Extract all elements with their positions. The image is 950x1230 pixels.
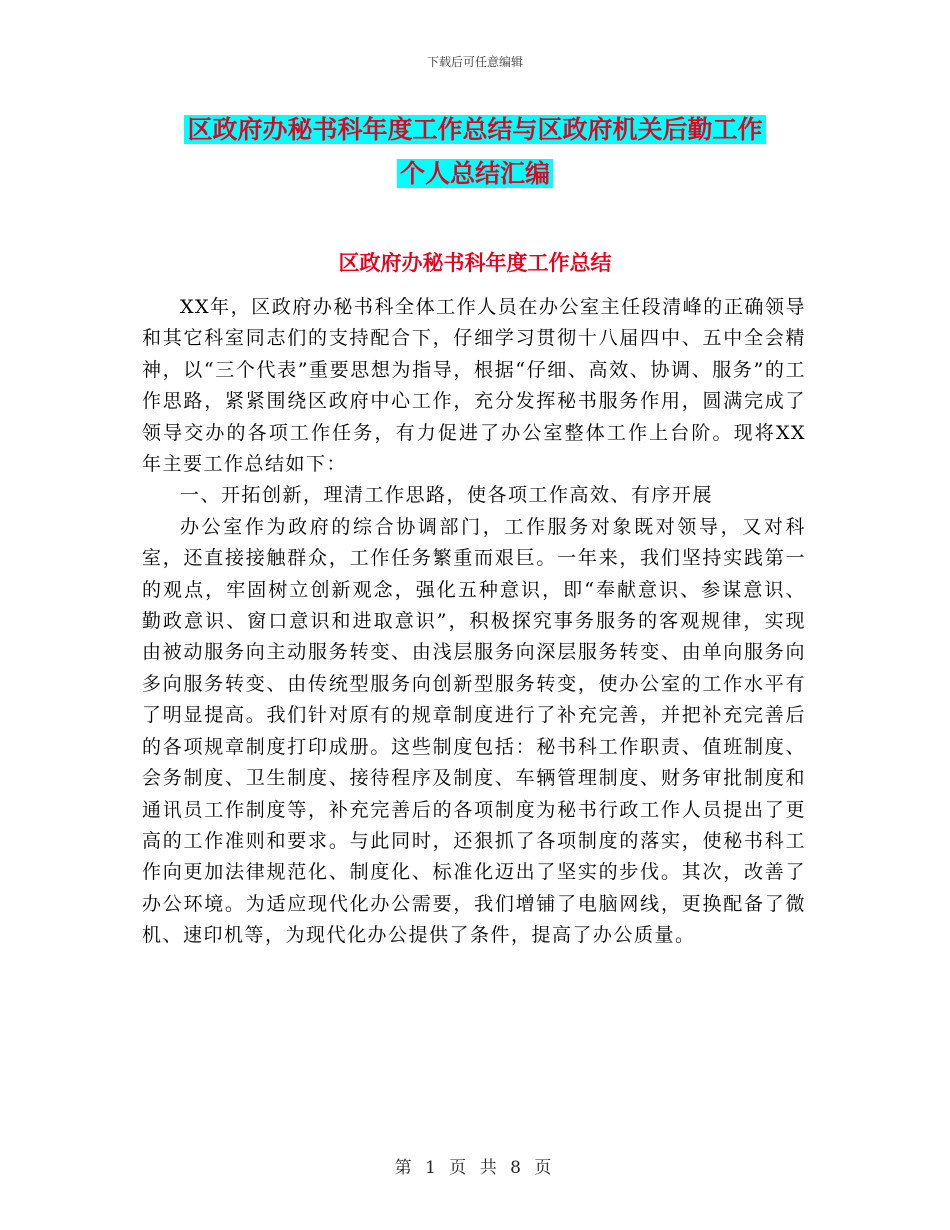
document-title-line2: 个人总结汇编 (397, 159, 553, 188)
section-title: 区政府办秘书科年度工作总结 (338, 251, 612, 275)
document-title-line1: 区政府办秘书科年度工作总结与区政府机关后勤工作 (184, 115, 765, 144)
document-body (142, 292, 806, 952)
paragraph-heading-1: 一、开拓创新，理清工作思路，使各项工作高效、有序开展 (180, 484, 714, 507)
document-title (0, 108, 950, 196)
paragraph-intro: XX年，区政府办秘书科全体工作人员在办公室主任段清峰的正确领导和其它科室同志们的支持配合下，仔细学习贯彻十八届四中、五中全会精神，以“三个代表”重要思想为指导，根据“仔细、高效、协调、服务”的工作思路，紧紧围绕区政府中心工作，充分发挥秘书服务作用，圆满完成了领导交办的各项工作任务，有力促进了办公室整体工作上台阶。现将XX年主要工作总结如下： (142, 296, 806, 476)
page-number: 第 1 页 共 8 页 (394, 1158, 556, 1178)
paragraph-body-1: 办公室作为政府的综合协调部门，工作服务对象既对领导，又对科室，还直接接触群众，工作任务繁重而艰巨。一年来，我们坚持实践第一的观点，牢固树立创新观念，强化五种意识，即“奉献意识、参谋意识、勤政意识、窗口意识和进取意识”，积极探究事务服务的客观规律，实现由被动服务向主动服务转变、由浅层服务向深层服务转变、由单向服务向多向服务转变、由传统型服务向创新型服务转变，使办公室的工作水平有了明显提高。我们针对原有的规章制度进行了补充完善，并把补充完善后的各项规章制度打印成册。这些制度包括：秘书科工作职责、值班制度、会务制度、卫生制度、接待程序及制度、车辆管理制度、财务审批制度和通讯员工作制度等，补充完善后的各项制度为秘书行政工作人员提出了更高的工作准则和要求。与此同时，还狠抓了各项制度的落实，使秘书科工作向更加法律规范化、制度化、标准化迈出了坚实的步伐。其次，改善了办公环境。为适应现代化办公需要，我们增铺了电脑网线，更换配备了微机、速印机等，为现代化办公提供了条件，提高了办公质量。 (142, 515, 806, 947)
page-header: 下载后可任意编辑 (426, 55, 523, 69)
